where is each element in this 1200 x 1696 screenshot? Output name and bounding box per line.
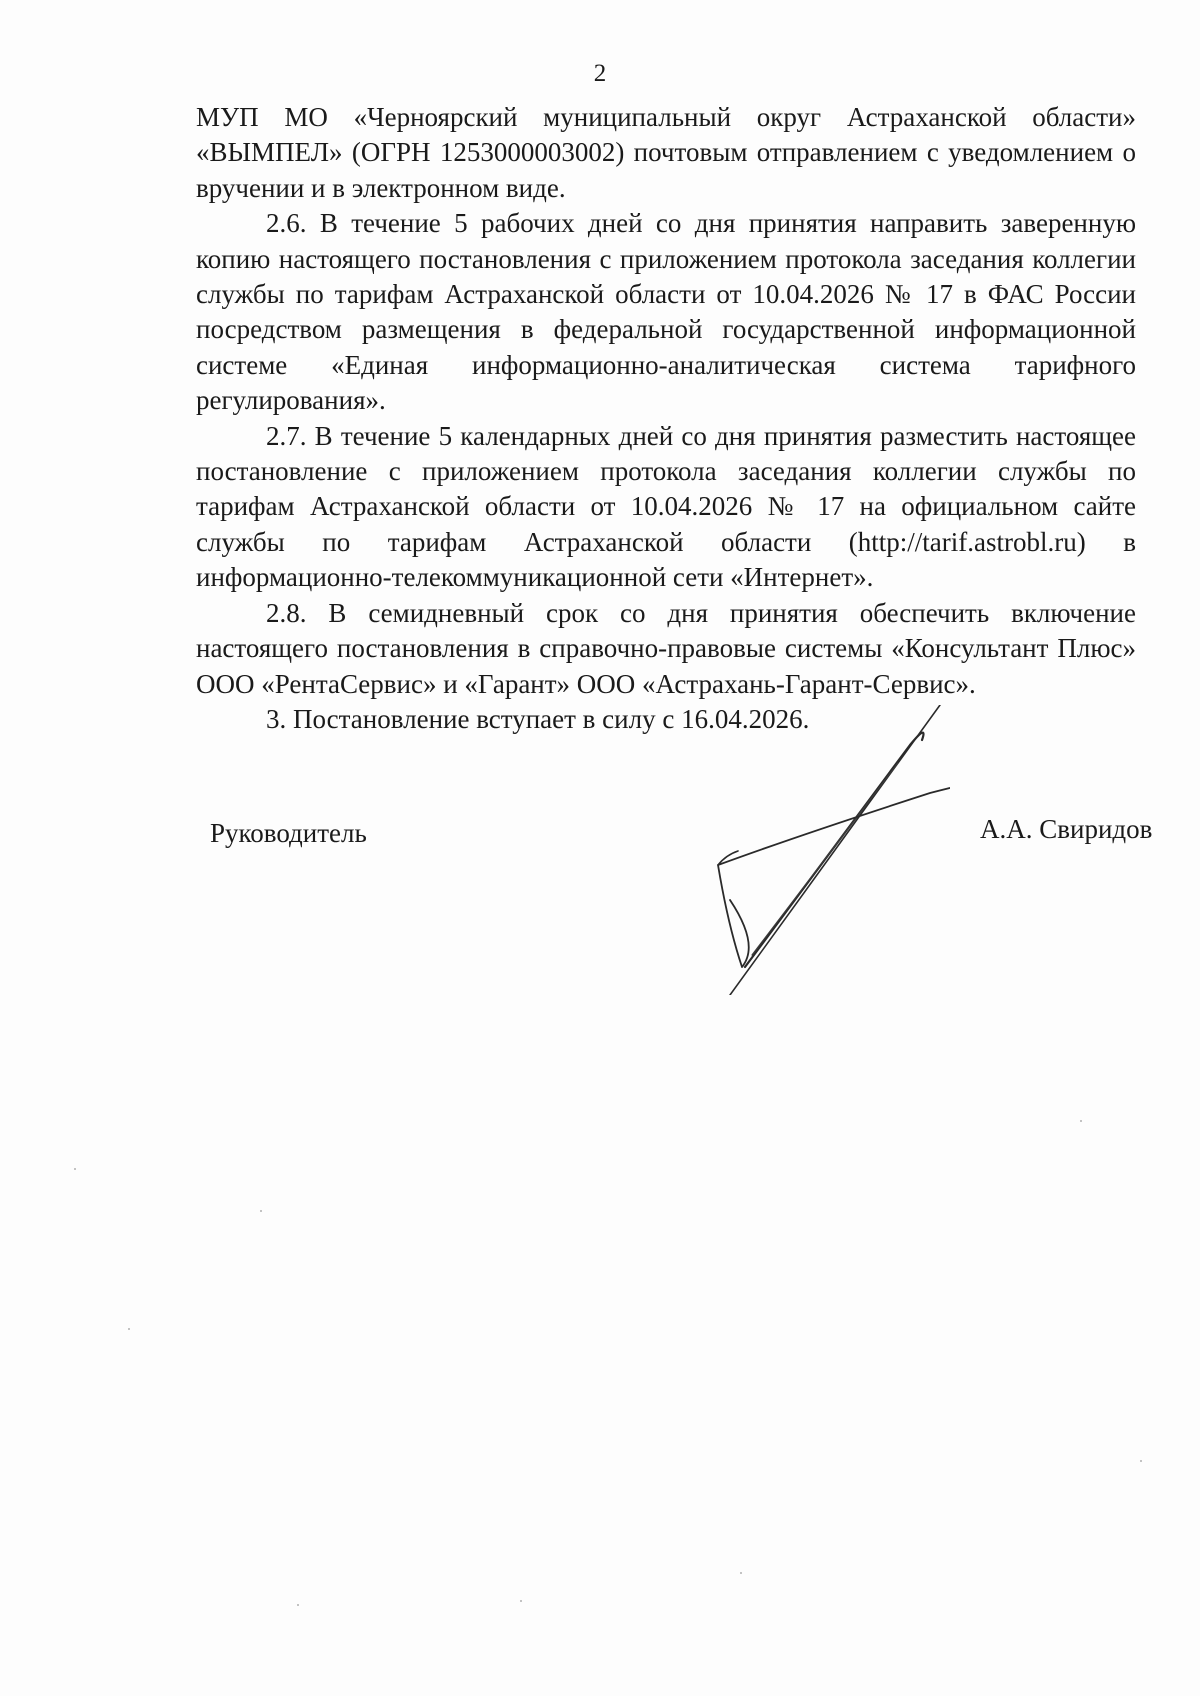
handwritten-signature	[690, 705, 950, 995]
page-number: 2	[593, 60, 607, 87]
scan-speck	[74, 1168, 76, 1170]
scan-speck	[1080, 1120, 1082, 1122]
scan-speck	[1140, 1460, 1142, 1462]
scan-speck	[740, 1572, 742, 1574]
paragraph-2-8: 2.8. В семидневный срок со дня принятия обеспечить включение настоящего постановления в справочно-правовые системы «Консультант Плюс» ООО «РентаСервис» и «Гарант» ООО «Астрахань-Гарант-Сервис».	[196, 597, 1136, 699]
paragraph-3: 3. Постановление вступает в силу с 16.04.2026.	[266, 703, 810, 734]
paragraph-recipient-continuation: МУП МО «Черноярский муниципальный округ Астраханской области» «ВЫМПЕЛ» (ОГРН 1253000003002) почтовым отправлением с уведомлением о вручении и в электронном виде.	[196, 102, 1136, 203]
scan-speck	[297, 1604, 299, 1606]
paragraph-2-6: 2.6. В течение 5 рабочих дней со дня принятия направить заверенную копию настоящего постановления с приложением протокола заседания коллегии службы по тарифам Астраханской области от 10.04.2026 № 17 в ФАС России посредством размещения в федеральной государственной информационной системе «Единая информационно-аналитическая система тарифного регулирования».	[196, 208, 1136, 416]
scan-speck	[260, 1210, 262, 1212]
signer-title: Руководитель	[210, 818, 367, 848]
signer-name: А.А. Свиридов	[980, 814, 1153, 844]
paragraph-2-7: 2.7. В течение 5 календарных дней со дня принятия разместить настоящее постановление с приложением протокола заседания коллегии службы по тарифам Астраханской области от 10.04.2026 № 17 на официальном сайте службы по тарифам Астраханской области (http://tarif.astrobl.ru) в информационно-телекоммуникационной сети «Интернет».	[196, 420, 1136, 593]
scan-speck	[520, 1600, 522, 1602]
scan-speck	[128, 1328, 130, 1330]
